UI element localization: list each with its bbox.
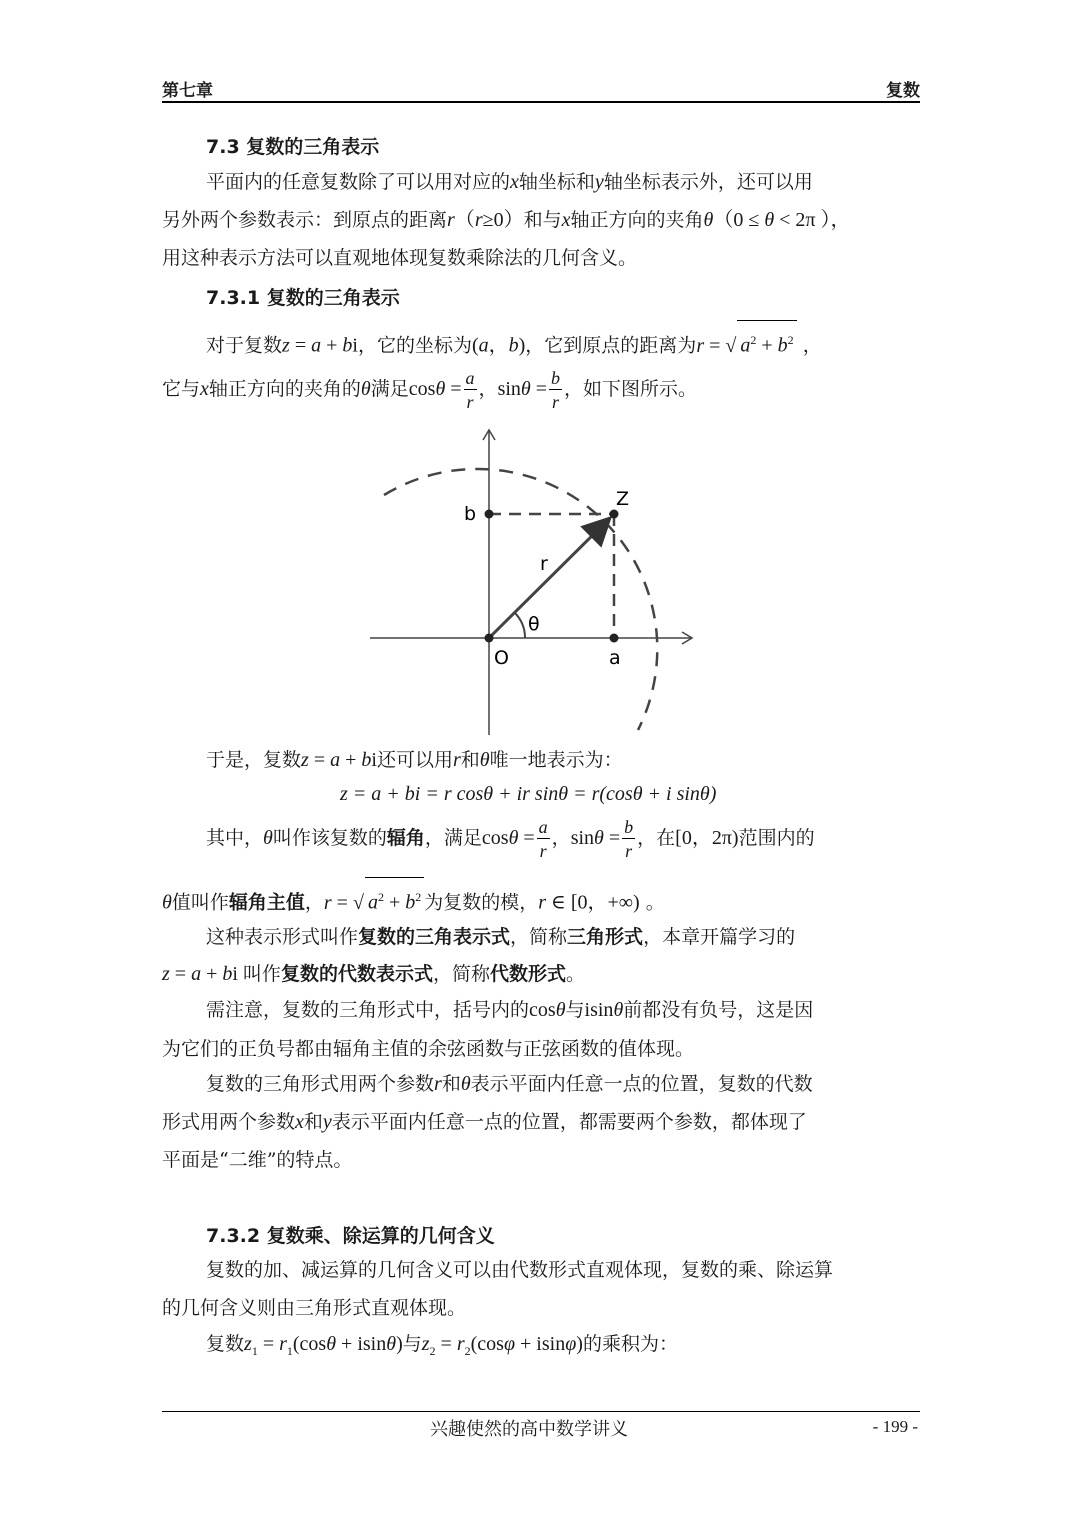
label-r: r xyxy=(540,553,548,575)
geometry-line-2: 的几何含义则由三角形式直观体现。 xyxy=(162,1297,467,1319)
trig-form-paragraph: 这种表示形式叫作复数的三角表示式，简称三角形式，本章开篇学习的 xyxy=(206,926,796,948)
chapter-header: 第七章 xyxy=(162,81,213,101)
coord-paragraph: 对于复数z = a + bi，它的坐标为(a，b)，它到原点的距离为r = √ $a^2 + b^2$ ， xyxy=(162,320,920,365)
subsection-title-1: 7.3.1 复数的三角表示 xyxy=(206,287,400,309)
chapter-topic: 复数 xyxy=(886,81,920,101)
page-number: - 199 - xyxy=(872,1417,918,1436)
label-theta: θ xyxy=(528,613,540,635)
intro-paragraph: 平面内的任意复数除了可以用对应的x轴坐标和y轴坐标表示外，还可以用 xyxy=(206,171,813,193)
two-params-line-3: 平面是“二维”的特点。 xyxy=(162,1149,353,1171)
section-title: 7.3 复数的三角表示 xyxy=(206,136,380,158)
product-paragraph: 复数$z_1 = r_1(\cos\theta + isin\theta)$与$z_2 = r_2(\cos\varphi + isin\varphi)$的乘积为： xyxy=(206,1333,678,1358)
point-z xyxy=(610,510,619,519)
vector-r xyxy=(489,518,610,638)
geometry-paragraph: 复数的加、减运算的几何含义可以由代数形式直观体现，复数的乘、除运算 xyxy=(206,1259,834,1281)
angle-arc xyxy=(515,613,525,638)
label-a: a xyxy=(609,647,621,669)
complex-plane-figure xyxy=(370,425,710,740)
point-b xyxy=(485,510,494,519)
label-z: Z xyxy=(616,488,630,510)
note-paragraph: 需注意，复数的三角形式中，括号内的cosθ与isinθ前都没有负号，这是因 xyxy=(206,999,814,1021)
footer-title: 兴趣使然的高中数学讲义 xyxy=(430,1419,628,1440)
note-line-2: 为它们的正负号都由辐角主值的余弦函数与正弦函数的值体现。 xyxy=(162,1038,695,1060)
label-b: b xyxy=(464,503,477,525)
intro-line-3: 用这种表示方法可以直观地体现复数乘除法的几何含义。 xyxy=(162,247,638,269)
two-params-line-2: 形式用两个参数x和y表示平面内任意一点的位置，都需要两个参数，都体现了 xyxy=(162,1111,807,1133)
unique-representation: 于是，复数z = a + bi还可以用r和θ唯一地表示为： xyxy=(206,749,623,771)
subsection-title-2: 7.3.2 复数乘、除运算的几何含义 xyxy=(206,1225,495,1247)
principal-argument-line: θ值叫作辐角主值，r = √ $a^2 + b^2$ 为复数的模，r ∈ [0，+∞) 。 xyxy=(162,877,920,922)
label-o: O xyxy=(494,647,509,669)
trig-equation: z = a + bi = r cosθ + ir sinθ = r(cosθ + i sinθ) xyxy=(340,783,717,805)
two-params-paragraph: 复数的三角形式用两个参数r和θ表示平面内任意一点的位置，复数的代数 xyxy=(206,1073,813,1095)
argument-paragraph: 其中，θ叫作该复数的辐角，满足cosθ = $\frac{a}{r}$ ，sinθ = $\frac{b}{r}$ ，在[0，2π)范围内的 xyxy=(206,817,815,861)
intro-line-2: 另外两个参数表示：到原点的距离r（r≥0）和与x轴正方向的夹角θ（0 ≤ θ < 2π ）， xyxy=(162,209,851,231)
origin-point xyxy=(485,634,494,643)
angle-paragraph: 它与x轴正方向的夹角的θ满足cosθ = $\frac{a}{r}$ ，sinθ = $\frac{b}{r}$ ，如下图所示。 xyxy=(162,368,698,412)
header-rule xyxy=(162,101,920,103)
algebraic-form-line: z = a + bi 叫作复数的代数表示式，简称代数形式。 xyxy=(162,963,585,985)
point-a xyxy=(610,634,619,643)
footer-rule xyxy=(162,1411,920,1412)
